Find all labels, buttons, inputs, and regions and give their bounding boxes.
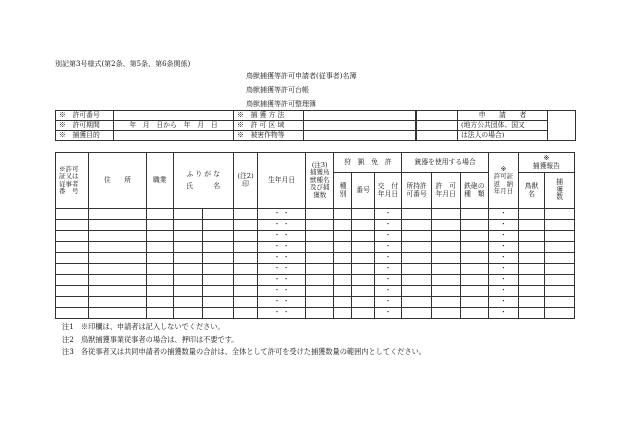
table-row: [56, 231, 575, 242]
table-cell[interactable]: [352, 220, 374, 231]
table-cell[interactable]: [545, 297, 575, 308]
table-cell[interactable]: [56, 264, 89, 275]
table-cell[interactable]: [56, 220, 89, 231]
lic-date-cell[interactable]: ・: [374, 286, 402, 297]
table-cell[interactable]: [203, 253, 234, 264]
area-value: [304, 121, 416, 131]
birthdate-cell[interactable]: ・ ・: [258, 308, 306, 319]
table-cell[interactable]: [233, 308, 257, 319]
title-ledger: 鳥獣捕獲等許可台帳: [246, 86, 309, 94]
birthdate-cell[interactable]: ・ ・: [258, 209, 306, 220]
table-cell[interactable]: [305, 220, 334, 231]
birthdate-cell[interactable]: ・ ・: [258, 264, 306, 275]
table-cell[interactable]: [233, 286, 257, 297]
table-cell[interactable]: [147, 253, 173, 264]
table-cell[interactable]: [173, 231, 203, 242]
table-cell[interactable]: [88, 220, 146, 231]
birthdate-cell[interactable]: ・ ・: [258, 231, 306, 242]
lic-date-cell[interactable]: ・: [374, 275, 402, 286]
table-cell[interactable]: [233, 242, 257, 253]
table-cell[interactable]: [545, 231, 575, 242]
table-cell[interactable]: [334, 220, 352, 231]
table-row: [56, 275, 575, 286]
table-cell[interactable]: [203, 242, 234, 253]
purpose-label: ※ 捕獲目的: [56, 131, 114, 141]
table-cell[interactable]: [147, 308, 173, 319]
table-cell[interactable]: [88, 286, 146, 297]
table-cell[interactable]: [518, 220, 544, 231]
table-cell[interactable]: [305, 297, 334, 308]
seal-header: (注2) 印: [233, 153, 257, 209]
table-cell[interactable]: [233, 275, 257, 286]
table-cell[interactable]: [431, 209, 460, 220]
table-cell[interactable]: [545, 308, 575, 319]
table-cell[interactable]: [173, 308, 203, 319]
table-cell[interactable]: [147, 275, 173, 286]
table-row: [56, 209, 575, 220]
table-cell[interactable]: [431, 231, 460, 242]
table-cell[interactable]: [518, 253, 544, 264]
cert-return-cell[interactable]: ・: [489, 286, 519, 297]
table-cell[interactable]: [173, 242, 203, 253]
lic-date-cell[interactable]: ・: [374, 242, 402, 253]
table-cell[interactable]: [460, 308, 489, 319]
table-cell[interactable]: [460, 297, 489, 308]
table-cell[interactable]: [147, 220, 173, 231]
hunting-license-header: 狩 猟 免 許: [334, 153, 402, 173]
table-cell[interactable]: [56, 308, 89, 319]
table-cell[interactable]: [402, 286, 432, 297]
permit-period-value: 年 月 日から 年 月 日: [114, 121, 234, 131]
table-cell[interactable]: [334, 242, 352, 253]
table-row: [56, 220, 575, 231]
furigana-header: ふ り が な: [186, 170, 221, 178]
name-header: [173, 153, 233, 209]
table-cell[interactable]: [203, 286, 234, 297]
table-cell[interactable]: [147, 297, 173, 308]
table-cell[interactable]: [147, 264, 173, 275]
table-cell[interactable]: [352, 264, 374, 275]
applicant-spacer: [416, 111, 458, 121]
table-cell[interactable]: [402, 220, 432, 231]
method-label: ※ 捕 獲 方 法: [234, 111, 304, 121]
table-cell[interactable]: [305, 231, 334, 242]
occupation-header: 職業: [147, 153, 173, 209]
table-cell[interactable]: [402, 264, 432, 275]
table-cell[interactable]: [352, 242, 374, 253]
birthdate-cell[interactable]: ・ ・: [258, 286, 306, 297]
table-cell[interactable]: [88, 264, 146, 275]
table-cell[interactable]: [173, 286, 203, 297]
table-cell[interactable]: [88, 275, 146, 286]
cert-return-cell[interactable]: ・: [489, 231, 519, 242]
purpose-value: [114, 131, 234, 141]
table-cell[interactable]: [56, 297, 89, 308]
table-cell[interactable]: [545, 242, 575, 253]
table-cell[interactable]: [518, 209, 544, 220]
report-count-header: 捕 獲 数: [545, 173, 575, 209]
title-register: 鳥獣捕獲等許可整理簿: [246, 100, 316, 108]
table-cell[interactable]: [203, 275, 234, 286]
table-cell[interactable]: [431, 253, 460, 264]
method-value: [304, 111, 416, 121]
table-cell[interactable]: [173, 209, 203, 220]
table-cell[interactable]: [545, 253, 575, 264]
gun-permit-no-header: 所持許 可番号: [402, 173, 432, 209]
table-cell[interactable]: [88, 242, 146, 253]
permit-info-table: [55, 110, 576, 141]
area-label: ※ 許 可 区 域: [234, 121, 304, 131]
cert-return-header: ※ 許可証 返 納 年月日: [489, 153, 519, 209]
table-cell[interactable]: [518, 242, 544, 253]
table-cell[interactable]: [88, 209, 146, 220]
table-cell[interactable]: [431, 308, 460, 319]
table-cell[interactable]: [352, 286, 374, 297]
table-cell[interactable]: [56, 275, 89, 286]
table-cell[interactable]: [352, 308, 374, 319]
target-species-header: (注3) 捕獲鳥 獣種名 及び捕 獲数: [305, 153, 334, 209]
birthdate-cell[interactable]: ・ ・: [258, 253, 306, 264]
table-cell[interactable]: [545, 275, 575, 286]
table-cell[interactable]: [431, 297, 460, 308]
cert-return-cell[interactable]: ・: [489, 264, 519, 275]
table-cell[interactable]: [402, 253, 432, 264]
lic-date-cell[interactable]: ・: [374, 308, 402, 319]
table-cell[interactable]: [352, 275, 374, 286]
table-row: [56, 264, 575, 275]
note-2: 注2 鳥獣捕獲事業従事者の場合は、押印は不要です。: [62, 335, 239, 344]
table-cell[interactable]: [431, 264, 460, 275]
lic-date-cell[interactable]: ・: [374, 231, 402, 242]
birthdate-cell[interactable]: ・ ・: [258, 220, 306, 231]
lic-date-cell[interactable]: ・: [374, 297, 402, 308]
lic-no-header: 番号: [352, 173, 374, 209]
birthdate-cell[interactable]: ・ ・: [258, 242, 306, 253]
damage-value: [304, 131, 416, 141]
table-cell[interactable]: [518, 297, 544, 308]
lic-date-cell[interactable]: ・: [374, 209, 402, 220]
table-cell[interactable]: [173, 297, 203, 308]
applicant-spacer-3: [416, 131, 458, 141]
address-header: 住 所: [88, 153, 146, 209]
birthdate-cell[interactable]: ・ ・: [258, 275, 306, 286]
table-cell[interactable]: [233, 209, 257, 220]
table-cell[interactable]: [518, 231, 544, 242]
table-cell[interactable]: [233, 220, 257, 231]
table-cell[interactable]: [88, 297, 146, 308]
table-cell[interactable]: [334, 308, 352, 319]
table-row: [56, 308, 575, 319]
title-roster: 鳥獣捕獲等許可申請者(従事者)名簿: [246, 72, 357, 80]
permit-cert-no-header: ※許可 証又は 従事者 番 号: [56, 153, 89, 209]
table-cell[interactable]: [545, 264, 575, 275]
cert-return-cell[interactable]: ・: [489, 308, 519, 319]
applicant-note-2: は法人の場合): [458, 131, 548, 141]
table-cell[interactable]: [233, 297, 257, 308]
table-cell[interactable]: [402, 297, 432, 308]
table-cell[interactable]: [56, 242, 89, 253]
table-cell[interactable]: [173, 264, 203, 275]
table-cell[interactable]: [431, 275, 460, 286]
table-cell[interactable]: [460, 275, 489, 286]
lic-date-cell[interactable]: ・: [374, 264, 402, 275]
table-cell[interactable]: [203, 231, 234, 242]
table-cell[interactable]: [545, 209, 575, 220]
permit-no-label: ※ 許可番号: [56, 111, 114, 121]
table-cell[interactable]: [147, 209, 173, 220]
table-cell[interactable]: [305, 286, 334, 297]
table-cell[interactable]: [173, 253, 203, 264]
applicant-spacer-2: [416, 121, 458, 131]
table-cell[interactable]: [147, 242, 173, 253]
lic-date-cell[interactable]: ・: [374, 220, 402, 231]
applicant-value: [548, 111, 576, 141]
table-cell[interactable]: [203, 308, 234, 319]
table-cell[interactable]: [305, 253, 334, 264]
table-cell[interactable]: [460, 264, 489, 275]
lic-type-header: 種 別: [334, 173, 352, 209]
table-cell[interactable]: [352, 297, 374, 308]
table-cell[interactable]: [203, 209, 234, 220]
capture-report-header: ※ 捕獲報告: [518, 153, 574, 173]
table-cell[interactable]: [460, 253, 489, 264]
table-cell[interactable]: [56, 209, 89, 220]
damage-label: ※ 被害作物等: [234, 131, 304, 141]
table-cell[interactable]: [233, 253, 257, 264]
table-cell[interactable]: [88, 231, 146, 242]
table-cell[interactable]: [88, 308, 146, 319]
table-cell[interactable]: [334, 286, 352, 297]
cert-return-cell[interactable]: ・: [489, 275, 519, 286]
note-3: 注3 各従事者又は共同申請者の捕獲数量の合計は、全体として許可を受けた捕獲数量の範囲内としてください。: [62, 347, 426, 356]
table-cell[interactable]: [460, 286, 489, 297]
table-cell[interactable]: [334, 231, 352, 242]
table-cell[interactable]: [352, 231, 374, 242]
table-cell[interactable]: [460, 231, 489, 242]
cert-return-cell[interactable]: ・: [489, 253, 519, 264]
table-cell[interactable]: [233, 231, 257, 242]
table-cell[interactable]: [460, 209, 489, 220]
table-cell[interactable]: [305, 209, 334, 220]
name-label: 氏 名: [186, 181, 221, 190]
table-cell[interactable]: [545, 286, 575, 297]
birthdate-header: 生年月日: [258, 153, 306, 209]
lic-date-header: 交 付 年月日: [374, 173, 402, 209]
table-row: [56, 242, 575, 253]
table-cell[interactable]: [460, 220, 489, 231]
gun-permit-date-header: 許 可 年月日: [431, 173, 460, 209]
roster-body: [56, 209, 575, 319]
applicant-label: 申 請 者: [458, 111, 548, 121]
note-1: 注1 ※印欄は、申請者は記入しないでください。: [62, 322, 225, 331]
lic-date-cell[interactable]: ・: [374, 253, 402, 264]
table-cell[interactable]: [305, 242, 334, 253]
table-cell[interactable]: [518, 308, 544, 319]
table-row: [56, 286, 575, 297]
table-cell[interactable]: [545, 220, 575, 231]
table-cell[interactable]: [431, 286, 460, 297]
gun-type-header: 鉄砲の 種 類: [460, 173, 489, 209]
table-cell[interactable]: [402, 308, 432, 319]
table-cell[interactable]: [431, 220, 460, 231]
table-cell[interactable]: [173, 220, 203, 231]
table-cell[interactable]: [402, 275, 432, 286]
birthdate-cell[interactable]: ・ ・: [258, 297, 306, 308]
table-cell[interactable]: [147, 286, 173, 297]
table-cell[interactable]: [402, 231, 432, 242]
cert-return-cell[interactable]: ・: [489, 209, 519, 220]
form-label: 別記第3号様式(第2条、第5条、第6条関係): [55, 60, 191, 68]
table-cell[interactable]: [518, 275, 544, 286]
permit-period-label: ※ 許可期間: [56, 121, 114, 131]
table-cell[interactable]: [334, 253, 352, 264]
table-cell[interactable]: [56, 231, 89, 242]
table-cell[interactable]: [352, 253, 374, 264]
table-cell[interactable]: [518, 264, 544, 275]
gun-usage-header: 銃器を使用する場合: [402, 153, 489, 173]
table-cell[interactable]: [56, 253, 89, 264]
table-cell[interactable]: [203, 220, 234, 231]
table-cell[interactable]: [233, 264, 257, 275]
table-cell[interactable]: [334, 275, 352, 286]
table-cell[interactable]: [203, 297, 234, 308]
table-cell[interactable]: [305, 275, 334, 286]
table-cell[interactable]: [352, 209, 374, 220]
table-cell[interactable]: [334, 297, 352, 308]
table-cell[interactable]: [173, 275, 203, 286]
cert-return-cell[interactable]: ・: [489, 297, 519, 308]
table-cell[interactable]: [402, 209, 432, 220]
table-row: [56, 253, 575, 264]
cert-return-cell[interactable]: ・: [489, 242, 519, 253]
table-cell[interactable]: [431, 242, 460, 253]
table-cell[interactable]: [334, 209, 352, 220]
cert-return-cell[interactable]: ・: [489, 220, 519, 231]
table-cell[interactable]: [334, 264, 352, 275]
table-cell[interactable]: [305, 308, 334, 319]
table-row: [56, 297, 575, 308]
roster-table: [55, 152, 575, 319]
table-cell[interactable]: [460, 242, 489, 253]
table-cell[interactable]: [305, 264, 334, 275]
permit-no-value: [114, 111, 234, 121]
table-cell[interactable]: [203, 264, 234, 275]
table-cell[interactable]: [88, 253, 146, 264]
report-species-header: 鳥獣 名: [518, 173, 544, 209]
table-cell[interactable]: [518, 286, 544, 297]
applicant-note-1: (地方公共団体、国又: [458, 121, 548, 131]
table-cell[interactable]: [56, 286, 89, 297]
table-cell[interactable]: [402, 242, 432, 253]
table-cell[interactable]: [147, 231, 173, 242]
